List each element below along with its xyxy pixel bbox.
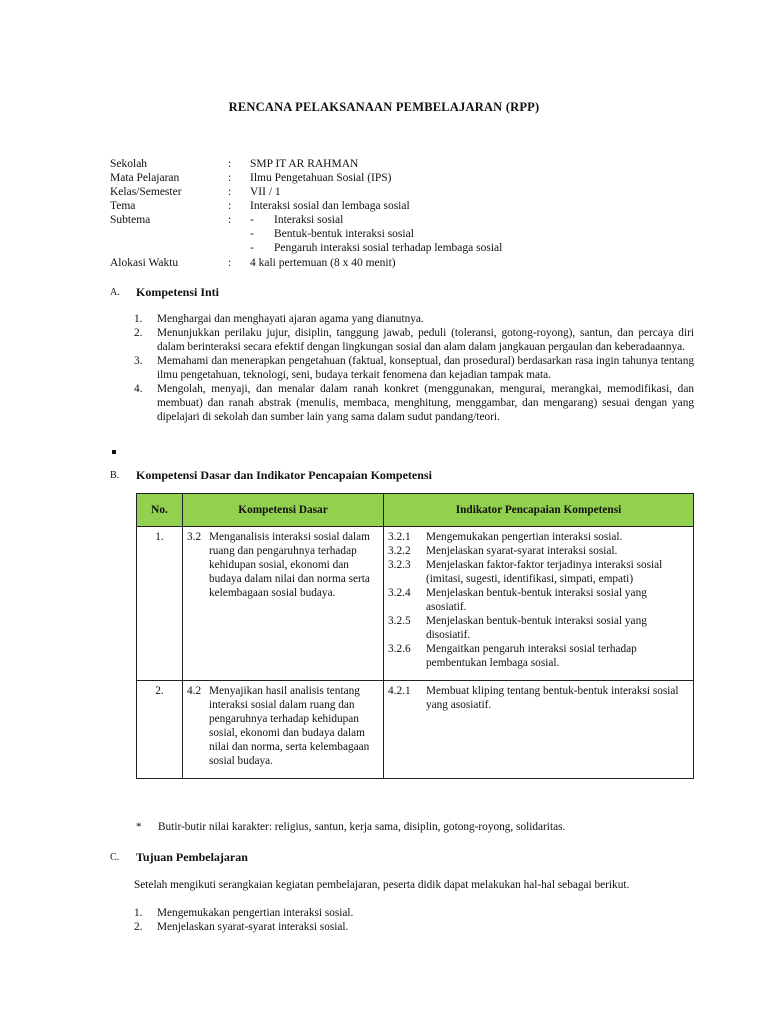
list-item: [134, 312, 694, 326]
indicator-text: Membuat kliping tentang bentuk-bentuk interaksi sosial yang asosiatif.: [426, 685, 679, 711]
list-item-text: Mengemukakan pengertian interaksi sosial.: [157, 907, 354, 919]
subtema-dash: -: [250, 242, 254, 254]
section-c-title: Tujuan Pembelajaran: [136, 850, 248, 864]
indicator-entry: [388, 530, 689, 544]
indicator-text: Menjelaskan syarat-syarat interaksi sosial.: [426, 545, 618, 557]
indicator-code: 3.2.5: [388, 615, 411, 627]
subtema-text: Pengaruh interaksi sosial terhadap lembaga sosial: [274, 242, 503, 254]
section-a-letter: A.: [110, 287, 120, 298]
identity-colon: :: [228, 257, 232, 269]
kd-text: Menganalisis interaksi sosial dalam ruang dan pengaruhnya terhadap kehidupan sosial, ekonomi dan budaya dalam nilai dan norma serta kelembagaan sosial budaya.: [209, 531, 370, 599]
table-row: [137, 681, 694, 779]
cell-indikator: [384, 681, 694, 779]
kompetensi-table: [136, 493, 694, 779]
subtema-dash: -: [250, 214, 254, 226]
indicator-entry: [388, 684, 689, 712]
document-title: RENCANA PELAKSANAAN PEMBELAJARAN (RPP): [228, 100, 540, 114]
kd-text: Menyajikan hasil analisis tentang interaksi sosial dalam ruang dan pengaruhnya terhadap kehidupan sosial, ekonomi dan budaya dalam nilai dan norma, serta kelembagaan sosial budaya.: [209, 685, 370, 767]
list-item-number: 2.: [134, 327, 143, 339]
table-row: [137, 527, 694, 681]
kd-code: 3.2: [187, 531, 202, 543]
list-item: [134, 920, 694, 934]
indicator-code: 4.2.1: [388, 685, 411, 697]
list-item: [134, 326, 694, 354]
identity-label: Alokasi Waktu: [110, 257, 179, 269]
list-item-text: Memahami dan menerapkan pengetahuan (faktual, konseptual, dan prosedural) berdasarkan rasa ingin tahunya tentang ilmu pengetahuan, teknologi, seni, budaya terkait fenomena dan kejadian tampak mata.: [157, 355, 694, 381]
kd-entry: [187, 530, 379, 600]
kd-code: 4.2: [187, 685, 202, 697]
header-indikator: Indikator Pencapaian Kompetensi: [384, 494, 694, 527]
list-item-text: Menjelaskan syarat-syarat interaksi sosial.: [157, 921, 349, 933]
indicator-code: 3.2.6: [388, 643, 411, 655]
header-no: No.: [137, 494, 183, 527]
square-bullet-icon: [112, 450, 116, 454]
tujuan-list: [134, 906, 694, 934]
indicator-code: 3.2.2: [388, 545, 411, 557]
list-item-number: 1.: [134, 907, 143, 919]
indicator-text: Menjelaskan faktor-faktor terjadinya interaksi sosial (imitasi, sugesti, identifikasi, simpati, empati): [426, 559, 663, 585]
cell-kompetensi-dasar: [183, 681, 384, 779]
cell-no: 1.: [137, 527, 183, 681]
list-item-number: 2.: [134, 921, 143, 933]
identity-colon: :: [228, 158, 232, 170]
note-text: Butir-butir nilai karakter: religius, santun, kerja sama, disiplin, gotong-royong, solidaritas.: [158, 821, 566, 833]
cell-no: 2.: [137, 681, 183, 779]
list-item-number: 3.: [134, 355, 143, 367]
identity-label: Subtema: [110, 214, 151, 226]
identity-label: Mata Pelajaran: [110, 172, 180, 184]
identity-label: Tema: [110, 200, 136, 212]
identity-colon: :: [228, 172, 232, 184]
subtema-text: Interaksi sosial: [274, 214, 344, 226]
identity-colon: :: [228, 186, 232, 198]
list-item-number: 1.: [134, 313, 143, 325]
indicator-entry: [388, 642, 689, 670]
identity-value: 4 kali pertemuan (8 x 40 menit): [250, 257, 396, 269]
list-item: [134, 906, 694, 920]
indicator-code: 3.2.1: [388, 531, 411, 543]
section-c-letter: C.: [110, 852, 120, 863]
list-item: [134, 354, 694, 382]
kompetensi-inti-list: [134, 312, 694, 424]
indicator-entry: [388, 614, 689, 642]
section-b-title: Kompetensi Dasar dan Indikator Pencapaian Kompetensi: [136, 468, 432, 482]
identity-value: VII / 1: [250, 186, 281, 198]
cell-indikator: [384, 527, 694, 681]
list-item-text: Menunjukkan perilaku jujur, disiplin, tanggung jawab, peduli (toleransi, gotong-royong), santun, dan percaya diri dalam berinteraksi secara efektif dengan lingkungan sosial dan alam dalam jangkauan pergaulan dan keberadaannya.: [157, 327, 694, 353]
indicator-text: Menjelaskan bentuk-bentuk interaksi sosial yang asosiatif.: [426, 587, 647, 613]
list-item: [134, 382, 694, 424]
table-header-row: [137, 494, 694, 527]
identity-colon: :: [228, 200, 232, 212]
indicator-code: 3.2.4: [388, 587, 411, 599]
subtema-dash: -: [250, 228, 254, 240]
indicator-entry: [388, 544, 689, 558]
indicator-text: Menjelaskan bentuk-bentuk interaksi sosial yang disosiatif.: [426, 615, 647, 641]
identity-label: Sekolah: [110, 158, 148, 170]
subtema-text: Bentuk-bentuk interaksi sosial: [274, 228, 414, 240]
list-item-text: Mengolah, menyaji, dan menalar dalam ranah konkret (menggunakan, mengurai, merangkai, memodifikasi, dan membuat) dan ranah abstrak (menulis, membaca, menghitung, menggambar, dan mengarang) sesuai dengan yang dipelajari di sekolah dan sumber lain yang sama dalam sudut pandang/teori.: [157, 383, 694, 423]
indicator-code: 3.2.3: [388, 559, 411, 571]
section-c-intro: Setelah mengikuti serangkaian kegiatan pembelajaran, peserta didik dapat melakukan hal-hal sebagai berikut.: [134, 879, 630, 891]
cell-kompetensi-dasar: [183, 527, 384, 681]
indicator-text: Mengemukakan pengertian interaksi sosial.: [426, 531, 623, 543]
header-kompetensi-dasar: Kompetensi Dasar: [183, 494, 384, 527]
list-item-number: 4.: [134, 383, 143, 395]
section-b-letter: B.: [110, 470, 120, 481]
identity-colon: :: [228, 214, 232, 226]
section-a-title: Kompetensi Inti: [136, 285, 220, 299]
identity-value: Interaksi sosial dan lembaga sosial: [250, 200, 410, 212]
indicator-text: Mengaitkan pengaruh interaksi sosial terhadap pembentukan lembaga sosial.: [426, 643, 637, 669]
indicator-entry: [388, 558, 689, 586]
identity-value: SMP IT AR RAHMAN: [250, 158, 359, 170]
identity-value: Ilmu Pengetahuan Sosial (IPS): [250, 172, 392, 184]
indicator-entry: [388, 586, 689, 614]
list-item-text: Menghargai dan menghayati ajaran agama yang dianutnya.: [157, 313, 424, 325]
identity-label: Kelas/Semester: [110, 186, 182, 198]
kd-entry: [187, 684, 379, 768]
asterisk-icon: *: [136, 821, 142, 833]
